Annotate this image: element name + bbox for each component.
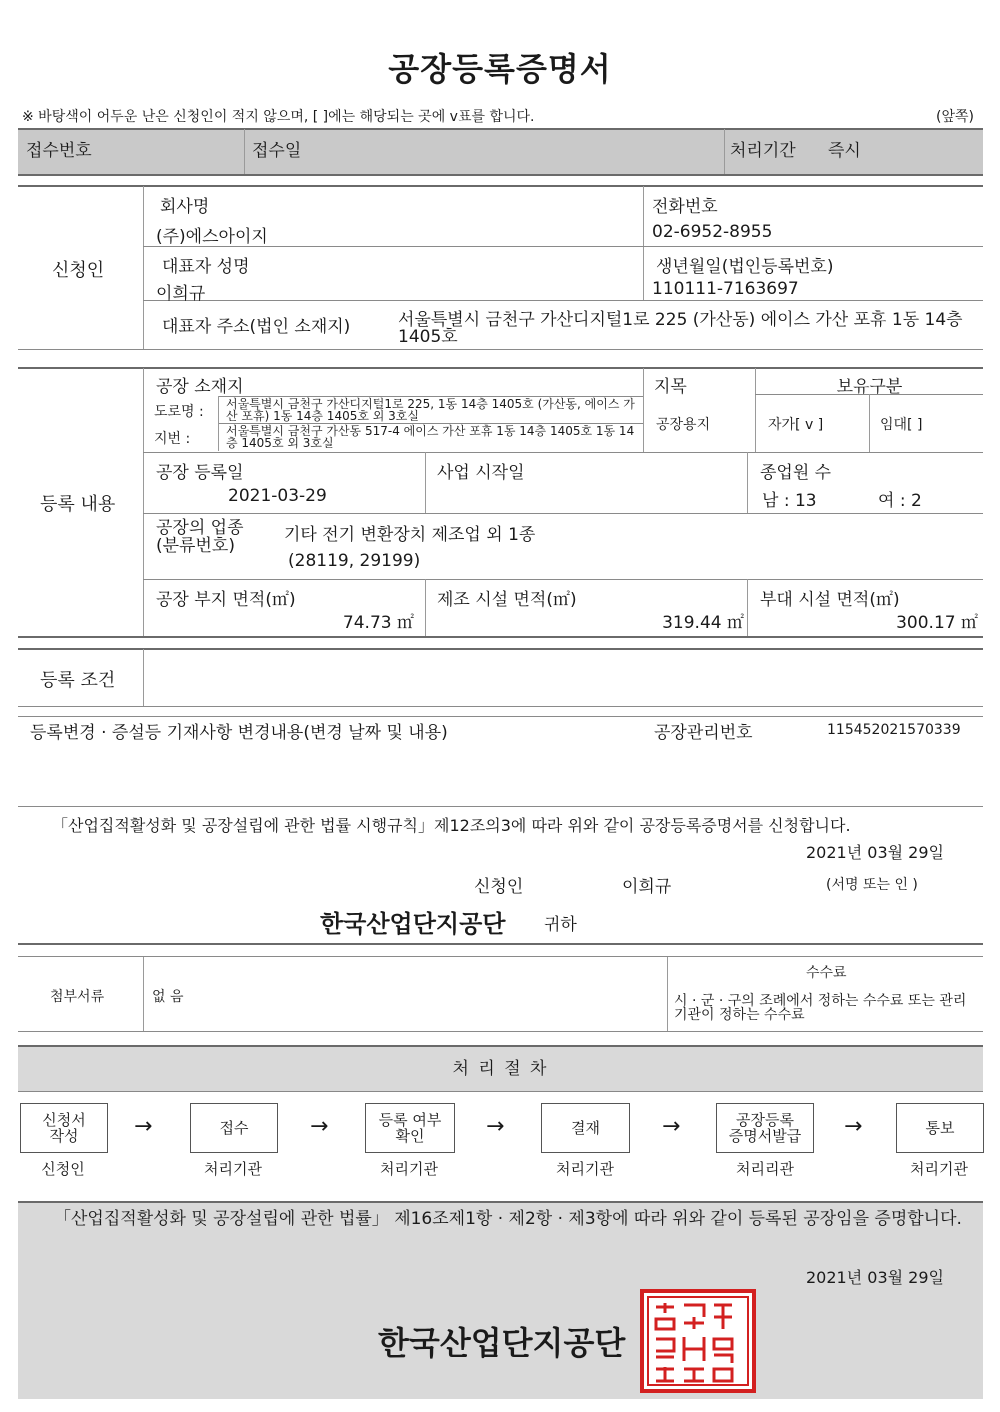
registration-section-label: 등록 내용: [40, 494, 116, 515]
site-area-label: 공장 부지 면적(㎡): [156, 590, 296, 610]
arrow-icon: →: [310, 1114, 329, 1139]
mfg-area-label: 제조 시설 면적(㎡): [437, 590, 577, 610]
step-6-actor: 처리기관: [910, 1160, 968, 1178]
employee-female: 여 : 2: [878, 491, 922, 511]
industry-label: 공장의 업종 (분류번호): [156, 518, 244, 556]
rep-name-label: 대표자 성명: [162, 257, 250, 277]
receipt-date-label: 접수일: [252, 141, 302, 161]
rep-address-label: 대표자 주소(법인 소재지): [162, 317, 351, 337]
step-1-box: 신청서 작성: [20, 1103, 108, 1153]
road-address-value: 서울특별시 금천구 가산디지털1로 225, 1동 14층 1405호 (가산동, 에이스 가산 포휴) 1동 14층 1405호 외 3호실: [226, 397, 635, 423]
signer-label: 신청인: [474, 877, 524, 897]
step-2-box: 접수: [190, 1103, 278, 1153]
industry-code: (28119, 29199): [288, 551, 421, 571]
fee-value: 시 · 군 · 구의 조례에서 정하는 수수료 또는 관리기관이 정하는 수수료: [674, 993, 967, 1023]
ownership-self[interactable]: 자가[ v ]: [768, 417, 824, 433]
certification-block: [18, 1201, 983, 1399]
step-3-actor: 처리기관: [380, 1160, 438, 1178]
step-4-actor: 처리기관: [556, 1160, 614, 1178]
seal-icon: [640, 1289, 756, 1393]
certify-date: 2021년 03월 29일: [806, 1268, 944, 1287]
signer-name: 이희규: [622, 877, 672, 897]
lot-address-value: 서울특별시 금천구 가산동 517-4 에이스 가산 포휴 1동 14층 1405호 1동 14층 1405호 외 3호실: [226, 424, 635, 450]
apply-statement: 「산업집적활성화 및 공장설립에 관한 법률 시행규칙」제12조의3에 따라 위와 같이 공장등록증명서를 신청합니다.: [52, 816, 851, 835]
attachments-value: 없 음: [152, 989, 184, 1005]
land-category-label: 지목: [654, 377, 687, 397]
fee-label: 수수료: [806, 965, 847, 981]
step-2-actor: 처리기관: [204, 1160, 262, 1178]
arrow-icon: →: [662, 1114, 681, 1139]
arrow-icon: →: [844, 1114, 863, 1139]
birth-value: 110111-7163697: [652, 279, 799, 299]
aux-area-label: 부대 시설 면적(㎡): [760, 590, 900, 610]
factory-location-label: 공장 소재지: [156, 377, 244, 397]
company-name-value: (주)에스아이지: [156, 227, 268, 247]
recipient-name: 한국산업단지공단: [320, 910, 506, 938]
phone-value: 02-6952-8955: [652, 222, 773, 242]
business-start-label: 사업 시작일: [437, 463, 525, 483]
registration-date-value: 2021-03-29: [228, 486, 327, 506]
attachments-label: 첨부서류: [50, 989, 105, 1005]
applicant-section-label: 신청인: [52, 260, 105, 281]
road-address-label: 도로명 :: [154, 404, 204, 420]
step-5-box: 공장등록 증명서발급: [716, 1103, 814, 1153]
registration-date-label: 공장 등록일: [156, 463, 244, 483]
step-5-actor: 처리리관: [736, 1160, 794, 1178]
step-4-box: 결재: [541, 1103, 630, 1153]
receipt-number-label: 접수번호: [26, 141, 92, 161]
front-side-label: (앞쪽): [936, 109, 974, 125]
official-seal-stamp: [640, 1289, 756, 1393]
page-title: 공장등록증명서: [388, 50, 612, 88]
arrow-icon: →: [486, 1114, 505, 1139]
sign-note: (서명 또는 인 ): [826, 877, 918, 893]
ownership-rent[interactable]: 임대[ ]: [880, 417, 923, 433]
step-1-actor: 신청인: [41, 1160, 85, 1178]
procedure-header: [18, 1045, 983, 1092]
mgmt-number-label: 공장관리번호: [654, 723, 753, 743]
site-area-value: 74.73 ㎡: [342, 613, 414, 633]
rep-name-value: 이희규: [156, 284, 206, 304]
processing-period-value: 즉시: [828, 141, 861, 161]
conditions-label: 등록 조건: [40, 670, 116, 691]
company-name-label: 회사명: [160, 197, 210, 217]
lot-address-label: 지번 :: [154, 431, 191, 447]
certify-statement: 「산업집적활성화 및 공장설립에 관한 법률」 제16조제1항 · 제2항 · 제3항에 따라 위와 같이 등록된 공장임을 증명합니다.: [54, 1209, 962, 1229]
birth-label: 생년월일(법인등록번호): [656, 257, 834, 277]
changes-label: 등록변경 · 증설등 기재사항 변경내용(변경 날짜 및 내용): [30, 723, 448, 743]
step-3-box: 등록 여부 확인: [365, 1103, 455, 1153]
issuer-name: 한국산업단지공단: [378, 1324, 626, 1362]
notice-text: ※ 바탕색이 어두운 난은 신청인이 적지 않으며, [ ]에는 해당되는 곳에 v표를 합니다.: [22, 109, 535, 125]
industry-value: 기타 전기 변환장치 제조업 외 1종: [284, 525, 536, 545]
rep-address-value: 서울특별시 금천구 가산디지털1로 225 (가산동) 에이스 가산 포휴 1동 14층 1405호: [398, 310, 963, 347]
procedure-title: 처 리 절 차: [452, 1059, 549, 1079]
employee-count-label: 종업원 수: [760, 463, 832, 483]
step-6-box: 통보: [896, 1103, 984, 1153]
arrow-icon: →: [134, 1114, 153, 1139]
apply-date: 2021년 03월 29일: [806, 843, 944, 862]
mfg-area-value: 319.44 ㎡: [662, 613, 744, 633]
mgmt-number-value: 115452021570339: [827, 722, 961, 738]
aux-area-value: 300.17 ㎡: [896, 613, 978, 633]
recipient-suffix: 귀하: [544, 915, 577, 935]
processing-period-label: 처리기간: [730, 141, 796, 161]
employee-male: 남 : 13: [762, 491, 817, 511]
ownership-label: 보유구분: [836, 377, 903, 397]
land-category-value: 공장용지: [656, 417, 711, 433]
phone-label: 전화번호: [652, 197, 718, 217]
